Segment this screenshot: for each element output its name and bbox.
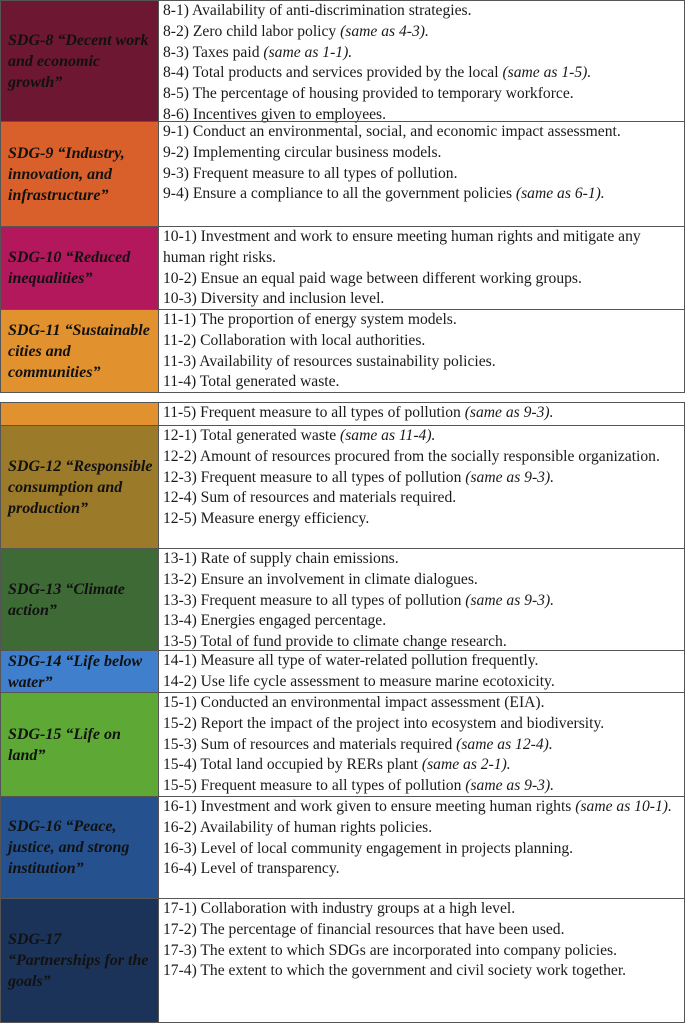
indicator-item <box>163 776 680 797</box>
indicator-item <box>163 84 680 105</box>
sdg-goal-label <box>1 693 159 796</box>
indicator-item <box>163 372 680 393</box>
indicator-same-as-note: (same as 12-4). <box>456 735 553 753</box>
indicator-text: 8-6) Incentives given to employees. <box>163 105 387 123</box>
indicator-text: 15-4) Total land occupied by RERs plant <box>163 756 422 774</box>
sdg-goal-label <box>1 227 159 309</box>
indicator-item <box>163 403 680 424</box>
indicator-list <box>159 899 684 1022</box>
indicator-item <box>163 468 680 489</box>
sdg-goal-label <box>1 403 159 425</box>
indicator-item <box>163 714 680 735</box>
sdg-goal-text: SDG-17 “Partnerships for the goals” <box>8 931 149 990</box>
indicator-item <box>163 651 680 672</box>
indicator-text: 12-4) Sum of resources and materials required. <box>163 489 457 507</box>
indicator-text: 8-3) Taxes paid <box>163 43 264 61</box>
indicator-text: 8-5) The percentage of housing provided to temporary workforce. <box>163 85 574 103</box>
indicator-item <box>163 43 680 64</box>
indicator-text: 12-3) Frequent measure to all types of pollution <box>163 468 466 486</box>
indicator-same-as-note: (same as 4-3). <box>340 22 429 40</box>
indicator-list <box>159 693 684 796</box>
indicator-item <box>163 22 680 43</box>
indicator-item <box>163 310 680 331</box>
sdg-goal-text: SDG-8 “Decent work and economic growth” <box>8 31 149 91</box>
indicator-text: 11-2) Collaboration with local authorities. <box>163 331 426 349</box>
indicator-item <box>163 352 680 373</box>
indicator-item <box>163 818 680 839</box>
indicator-item <box>163 549 680 570</box>
indicator-same-as-note: (same as 2-1). <box>421 756 511 774</box>
indicator-list <box>159 310 684 392</box>
indicator-text: 9-1) Conduct an environmental, social, and economic impact assessment. <box>163 123 621 140</box>
indicator-text: 16-3) Level of local community engagement in projects planning. <box>163 839 574 857</box>
indicator-list <box>159 549 684 650</box>
indicator-text: 11-5) Frequent measure to all types of pollution <box>163 404 465 421</box>
indicator-same-as-note: (same as 11-4). <box>340 427 436 444</box>
indicator-item <box>163 447 680 468</box>
sdg-goal-text: SDG-14 “Life below water” <box>8 652 143 691</box>
indicator-same-as-note: (same as 6-1). <box>515 185 605 203</box>
indicator-item <box>163 331 680 352</box>
sdg-row <box>0 0 685 122</box>
indicator-item <box>163 859 680 880</box>
indicator-text: 17-1) Collaboration with industry groups at a high level. <box>163 900 516 917</box>
sdg-goal-text: SDG-11 “Sustainable cities and communities” <box>8 321 150 381</box>
indicator-text: 12-5) Measure energy efficiency. <box>163 510 370 528</box>
sdg-goal-text: SDG-12 “Responsible consumption and production” <box>8 457 153 517</box>
indicator-text: 16-4) Level of transparency. <box>163 860 340 878</box>
indicator-text: 11-4) Total generated waste. <box>163 373 340 391</box>
indicator-text: 12-1) Total generated waste <box>163 427 341 444</box>
indicator-list <box>159 403 684 425</box>
indicator-item <box>163 488 680 509</box>
indicator-item <box>163 143 680 164</box>
indicator-text: 11-1) The proportion of energy system models. <box>163 311 457 328</box>
indicator-list <box>159 122 684 226</box>
indicator-item <box>163 63 680 84</box>
sdg-row <box>0 121 685 227</box>
sdg-goal-text: SDG-15 “Life on land” <box>8 725 121 764</box>
indicator-text: 9-2) Implementing circular business models. <box>163 143 442 161</box>
indicator-text: 10-3) Diversity and inclusion level. <box>163 290 385 308</box>
indicator-text: 17-2) The percentage of financial resources that have been used. <box>163 920 565 938</box>
indicator-same-as-note: (same as 10-1). <box>575 798 672 815</box>
indicator-text: 15-2) Report the impact of the project into ecosystem and biodiversity. <box>163 714 605 732</box>
indicator-item <box>163 899 680 920</box>
sdg-goal-label <box>1 1 159 121</box>
sdg-row <box>0 692 685 797</box>
sdg-row <box>0 898 685 1023</box>
indicator-text: 8-1) Availability of anti-discrimination strategies. <box>163 2 472 19</box>
indicator-item <box>163 184 680 205</box>
indicator-text: 15-3) Sum of resources and materials required <box>163 735 457 753</box>
indicator-text: 13-3) Frequent measure to all types of pollution <box>163 591 466 609</box>
indicator-text: 12-2) Amount of resources procured from the socially responsible organization. <box>163 447 660 465</box>
sdg-goal-label <box>1 310 159 392</box>
sdg-goal-text: SDG-10 “Reduced inequalities” <box>8 249 131 287</box>
indicator-same-as-note: (same as 9-3). <box>465 777 555 795</box>
indicator-item <box>163 227 680 269</box>
indicator-text: 9-4) Ensure a compliance to all the government policies <box>163 185 516 203</box>
indicator-item <box>163 961 680 982</box>
indicator-text: 8-4) Total products and services provided by the local <box>163 64 503 82</box>
indicator-text: 10-2) Ensue an equal paid wage between different working groups. <box>163 269 582 287</box>
indicator-text: 17-4) The extent to which the government and civil society work together. <box>163 962 627 980</box>
indicator-text: 8-2) Zero child labor policy <box>163 22 341 40</box>
sdg-row <box>0 402 685 426</box>
indicator-item <box>163 289 680 310</box>
indicator-item <box>163 941 680 962</box>
sdg-goal-text: SDG-9 “Industry, innovation, and infrastructure” <box>8 144 125 204</box>
indicator-item <box>163 591 680 612</box>
indicator-text: 14-1) Measure all type of water-related pollution frequently. <box>163 652 539 669</box>
indicator-item <box>163 122 680 143</box>
sdg-goal-label <box>1 549 159 650</box>
sdg-goal-text: SDG-13 “Climate action” <box>8 580 125 619</box>
sdg-row <box>0 548 685 651</box>
sdg-goal-label <box>1 899 159 1022</box>
sdg-row <box>0 796 685 899</box>
indicator-item <box>163 755 680 776</box>
indicator-text: 13-5) Total of fund provide to climate change research. <box>163 633 507 651</box>
indicator-item <box>163 570 680 591</box>
indicator-same-as-note: (same as 1-5). <box>502 64 592 82</box>
indicator-text: 10-1) Investment and work to ensure meeting human rights and mitigate any human right risks. <box>163 228 641 266</box>
indicator-text: 13-4) Energies engaged percentage. <box>163 612 387 630</box>
indicator-same-as-note: (same as 9-3). <box>465 468 555 486</box>
indicator-text: 9-3) Frequent measure to all types of pollution. <box>163 164 458 182</box>
indicator-same-as-note: (same as 9-3). <box>464 404 554 421</box>
indicator-item <box>163 693 680 714</box>
indicator-same-as-note: (same as 1-1). <box>263 43 353 61</box>
indicator-text: 13-1) Rate of supply chain emissions. <box>163 550 399 567</box>
indicator-item <box>163 920 680 941</box>
sdg-row <box>0 226 685 310</box>
indicator-text: 15-5) Frequent measure to all types of pollution <box>163 777 466 795</box>
indicator-item <box>163 611 680 632</box>
indicator-item <box>163 1 680 22</box>
indicator-text: 11-3) Availability of resources sustainability policies. <box>163 352 496 370</box>
sdg-goal-text: SDG-16 “Peace, justice, and strong institution” <box>8 818 130 877</box>
indicator-item <box>163 672 680 693</box>
indicator-item <box>163 839 680 860</box>
sdg-goal-label <box>1 797 159 898</box>
indicator-text: 15-1) Conducted an environmental impact assessment (EIA). <box>163 694 545 711</box>
sdg-row <box>0 425 685 549</box>
indicator-text: 13-2) Ensure an involvement in climate dialogues. <box>163 570 478 588</box>
indicator-list <box>159 227 684 309</box>
sdg-goal-label <box>1 651 159 692</box>
sdg-goal-label <box>1 122 159 226</box>
indicator-item <box>163 164 680 185</box>
indicator-item <box>163 426 680 447</box>
indicator-text: 17-3) The extent to which SDGs are incorporated into company policies. <box>163 941 617 959</box>
indicator-list <box>159 426 684 548</box>
sdg-goal-label <box>1 426 159 548</box>
indicator-item <box>163 269 680 290</box>
sdg-row <box>0 650 685 693</box>
indicator-list <box>159 1 684 121</box>
indicator-list <box>159 651 684 692</box>
indicator-same-as-note: (same as 9-3). <box>465 591 555 609</box>
indicator-text: 14-2) Use life cycle assessment to measure marine ecotoxicity. <box>163 672 555 690</box>
indicator-text: 16-1) Investment and work given to ensure meeting human rights <box>163 798 576 815</box>
indicator-item <box>163 735 680 756</box>
sdg-row <box>0 309 685 393</box>
indicator-list <box>159 797 684 898</box>
indicator-text: 16-2) Availability of human rights policies. <box>163 818 433 836</box>
indicator-item <box>163 797 680 818</box>
indicator-item <box>163 509 680 530</box>
